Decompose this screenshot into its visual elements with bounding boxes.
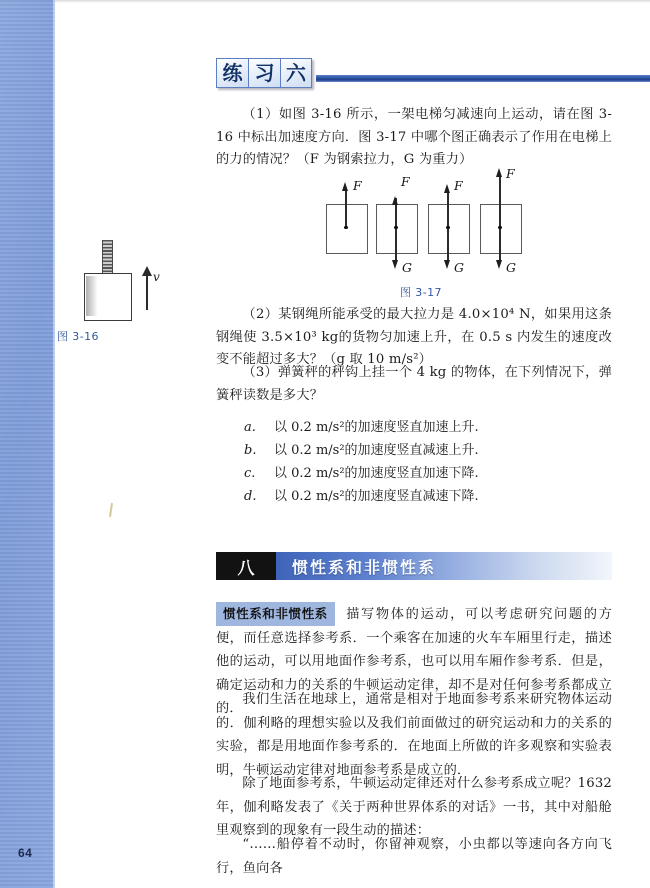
option-c-label: c. bbox=[244, 466, 256, 482]
section-keyword-badge: 惯性系和非惯性系 bbox=[216, 602, 335, 626]
exercise-title-cells bbox=[216, 58, 312, 88]
force-down-arrowhead-icon bbox=[444, 260, 450, 269]
elevator-car-shading bbox=[86, 276, 97, 316]
section-heading bbox=[216, 552, 612, 580]
force-down-arrowhead-icon bbox=[496, 260, 502, 269]
force-up-arrowhead-icon bbox=[392, 196, 398, 205]
force-up-label: F bbox=[506, 166, 515, 181]
option-c bbox=[244, 462, 614, 485]
section-paragraph-2: 我们生活在地球上，通常是相对于地面参考系来研究物体运动的．伽利略的理想实验以及我们前面做过的研究运动和力的关系的实验，都是用地面作参考系的．在地面上所做的许多观察和实验表明，牛顿运动定律对地面参考系是成立的． bbox=[216, 692, 612, 778]
body-rect bbox=[480, 204, 522, 254]
force-down-label: G bbox=[402, 260, 412, 275]
force-down-label: G bbox=[454, 260, 464, 275]
velocity-arrow-icon bbox=[146, 274, 148, 310]
option-a-text: 以 0.2 m/s²的加速度竖直加速上升. bbox=[274, 420, 479, 435]
option-c-text: 以 0.2 m/s²的加速度竖直加速下降. bbox=[274, 466, 479, 482]
figure-3-17 bbox=[322, 168, 612, 288]
figure-3-16-caption: 图 3-16 bbox=[57, 330, 99, 343]
exercise-title bbox=[216, 58, 650, 88]
question-3: （3）弹簧秤的秤钩上挂一个 4 kg 的物体，在下列情况下，弹簧秤读数是多大？ bbox=[216, 365, 612, 403]
exercise-title-char-3: 六 bbox=[280, 58, 312, 88]
cable-icon bbox=[102, 240, 113, 274]
section-title: 惯性系和非惯性系 bbox=[276, 552, 612, 580]
left-margin-band bbox=[0, 0, 55, 888]
question-1: （1）如图 3-16 所示，一架电梯匀减速向上运动，请在图 3-16 中标出加速度方向．图 3-17 中哪个图正确表示了作用在电梯上的力的情况？（F 为钢索拉力，G 为重力） bbox=[216, 107, 612, 168]
figure-3-17-caption: 图 3-17 bbox=[400, 286, 442, 299]
force-down-arrowhead-icon bbox=[392, 260, 398, 269]
force-up-shaft bbox=[345, 190, 346, 228]
option-b-text: 以 0.2 m/s²的加速度竖直减速上升. bbox=[274, 443, 479, 459]
force-diagram-c bbox=[424, 168, 478, 288]
force-diagram-d bbox=[476, 168, 530, 288]
margin-tick-mark bbox=[109, 503, 113, 517]
center-dot bbox=[344, 226, 347, 229]
body-rect bbox=[326, 204, 368, 254]
option-a bbox=[244, 416, 614, 439]
section-number: 八 bbox=[216, 552, 276, 580]
force-down-label: G bbox=[506, 260, 516, 275]
section-paragraph-3: 除了地面参考系，牛顿运动定律还对什么参考系成立呢？1632 年，伽利略发表了《关于两种世界体系的对话》一书，其中对船舱里观察到的现象有一段生动的描述： bbox=[216, 776, 612, 838]
option-d-text: 以 0.2 m/s²的加速度竖直减速下降. bbox=[274, 489, 479, 505]
body-rect bbox=[376, 204, 418, 254]
body-rect bbox=[428, 204, 470, 254]
force-shaft bbox=[499, 174, 500, 260]
section-paragraph-1-text: 描写物体的运动，可以考虑研究问题的方便，而任意选择参考系．一个乘客在加速的火车车厢里行走，描述他的运动，可以用地面作参考系，也可以用车厢作参考系．但是，确定运动和力的关系的牛顿运动定律，却不是对任何参考系都成立的． bbox=[216, 607, 612, 716]
exercise-title-rule bbox=[316, 75, 650, 82]
force-diagram-a bbox=[322, 168, 376, 288]
exercise-title-char-1: 练 bbox=[216, 58, 248, 88]
option-a-label: a. bbox=[244, 420, 256, 435]
option-d bbox=[244, 485, 614, 508]
question-3-options bbox=[244, 416, 614, 509]
option-d-label: d. bbox=[244, 489, 257, 505]
option-b bbox=[244, 439, 614, 462]
center-dot bbox=[446, 226, 449, 229]
force-up-arrowhead-icon bbox=[444, 184, 450, 193]
center-dot bbox=[394, 226, 397, 229]
force-diagram-b bbox=[372, 168, 426, 288]
question-2: （2）某钢绳所能承受的最大拉力是 4.0×10⁴ N，如果用这条钢绳使 3.5×10³ kg的货物匀加速上升，在 0.5 s 内发生的速度改变不能超过多大？（g 取 10 m/s²） bbox=[216, 307, 612, 368]
force-up-label: F bbox=[454, 178, 463, 193]
force-up-label: F bbox=[353, 178, 362, 193]
page-number: 64 bbox=[18, 846, 33, 860]
velocity-label: v bbox=[153, 270, 160, 284]
force-up-arrowhead-icon bbox=[496, 168, 502, 177]
force-shaft bbox=[447, 190, 448, 260]
force-up-label: F bbox=[401, 174, 410, 189]
option-b-label: b. bbox=[244, 443, 257, 459]
force-up-arrowhead-icon bbox=[342, 182, 348, 191]
page-top-edge bbox=[0, 0, 650, 3]
exercise-title-char-2: 习 bbox=[248, 58, 280, 88]
center-dot bbox=[498, 226, 501, 229]
section-paragraph-4: “……船停着不动时，你留神观察，小虫都以等速向各方向飞行，鱼向各 bbox=[216, 837, 612, 876]
